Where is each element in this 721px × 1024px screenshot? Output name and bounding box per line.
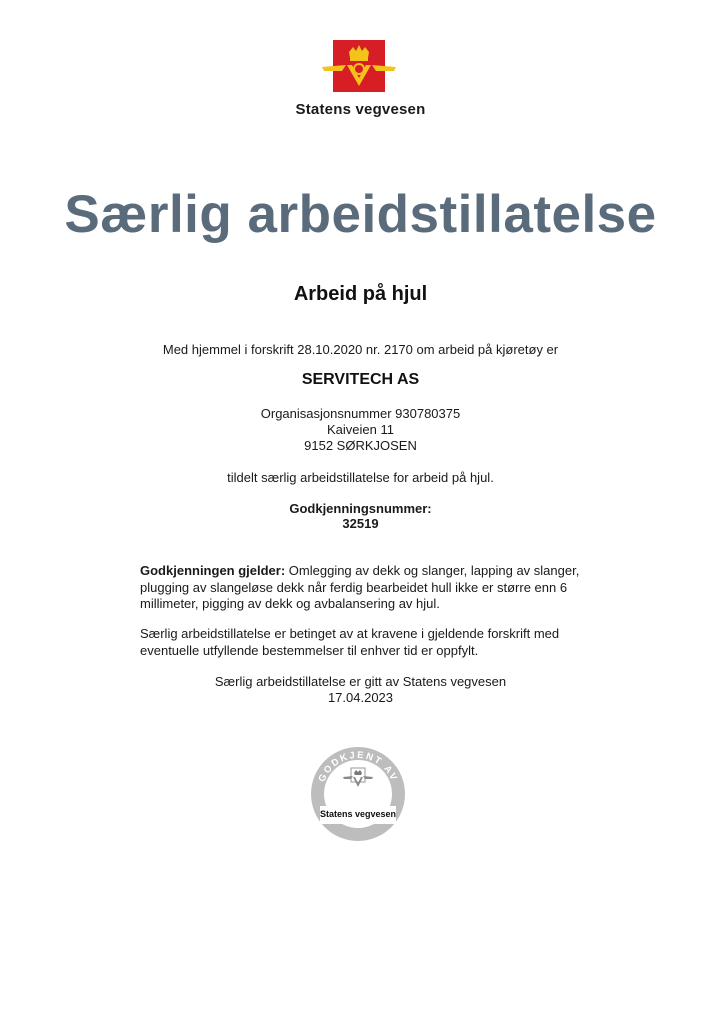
stamp-brand-name: Statens vegvesen [319,809,397,819]
approval-number: 32519 [342,516,379,531]
brand-name: Statens vegvesen [295,101,426,118]
org-number: Organisasjonsnummer 930780375 [260,406,461,421]
document-subtitle: Arbeid på hjul [293,283,428,305]
company-name: SERVITECH AS [301,371,420,388]
approval-number-label: Godkjenningsnummer: [289,501,432,516]
approval-stamp-icon [306,742,410,846]
scope-paragraph [140,563,590,613]
condition-paragraph: Særlig arbeidstillatelse er betinget av at kravene i gjeldende forskrift med eventuelle utfyllende bestemmelser til enhver tid er oppfylt. [140,626,560,658]
company-address: Kaiveien 11 [327,422,394,437]
company-postal: 9152 SØRKJOSEN [304,438,417,453]
stamp-ring-text: GODKJENT AV [316,749,400,784]
page-title: Særlig arbeidstillatelse [64,185,657,244]
issued-by: Særlig arbeidstillatelse er gitt av Statens vegvesen [214,674,507,689]
statens-vegvesen-logo-icon [322,40,396,92]
scope-text: Omlegging av dekk og slanger, lapping av slanger, plugging av slangeløse dekk når ferdig bearbeidet hull ikke er større enn 6 millimeter, pigging av dekk og avbalansering av hjul. [140,563,580,611]
issued-date: 17.04.2023 [327,690,394,705]
legal-basis-text: Med hjemmel i forskrift 28.10.2020 nr. 2170 om arbeid på kjøretøy er [162,342,559,357]
scope-label: Godkjenningen gjelder: [140,563,286,578]
grant-statement: tildelt særlig arbeidstillatelse for arbeid på hjul. [227,470,494,485]
